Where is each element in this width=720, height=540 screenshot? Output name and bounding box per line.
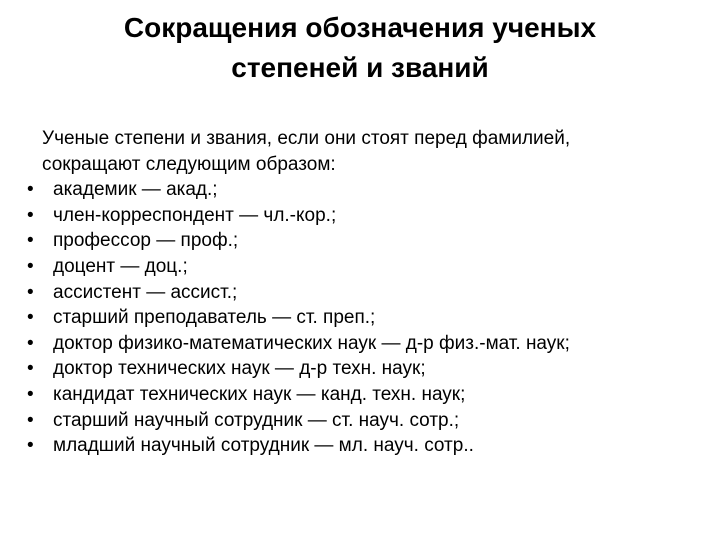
bullet-icon: • — [27, 435, 34, 457]
list-item — [22, 382, 717, 408]
list-item-text: член-корреспондент — чл.-кор.; — [53, 204, 337, 226]
list-item-text: доктор физико-математических наук — д-р физ.-мат. наук; — [53, 332, 570, 354]
list-item-text: старший научный сотрудник — ст. науч. сотр.; — [53, 409, 460, 431]
bullet-icon: • — [27, 281, 34, 303]
intro-paragraph — [22, 126, 717, 177]
bullet-icon: • — [27, 307, 34, 329]
bullet-icon: • — [27, 230, 34, 252]
intro-line-1: Ученые степени и звания, если они стоят перед фамилией, — [42, 128, 571, 149]
slide-title-line-2: степеней и званий — [231, 52, 489, 83]
bullet-icon: • — [27, 383, 34, 405]
list-item — [22, 254, 717, 280]
list-item-text: ассистент — ассист.; — [53, 281, 238, 303]
intro-line-2: сокращают следующим образом: — [42, 153, 336, 175]
list-item-text: кандидат технических наук — канд. техн. наук; — [53, 383, 466, 405]
slide-body — [22, 126, 717, 459]
list-item — [22, 408, 717, 434]
slide-title — [40, 8, 680, 88]
list-item-text: профессор — проф.; — [53, 230, 239, 252]
list-item — [22, 203, 717, 229]
list-item — [22, 280, 717, 306]
list-item-text: старший преподаватель — ст. преп.; — [53, 307, 376, 329]
abbreviation-list — [22, 177, 717, 459]
list-item — [22, 228, 717, 254]
list-item — [22, 356, 717, 382]
bullet-icon: • — [27, 332, 34, 354]
list-item-text: младший научный сотрудник — мл. науч. сотр.. — [53, 435, 474, 457]
bullet-icon: • — [27, 409, 34, 431]
bullet-icon: • — [27, 255, 34, 277]
list-item-text: академик — акад.; — [53, 179, 218, 201]
bullet-icon: • — [27, 204, 34, 226]
list-item — [22, 177, 717, 203]
list-item — [22, 331, 717, 357]
bullet-icon: • — [27, 358, 34, 380]
list-item — [22, 433, 717, 459]
list-item — [22, 305, 717, 331]
list-item-text: доктор технических наук — д-р техн. наук; — [53, 358, 426, 380]
slide-title-line-1: Сокращения обозначения ученых — [123, 12, 597, 43]
list-item-text: доцент — доц.; — [53, 255, 188, 277]
bullet-icon: • — [27, 179, 34, 201]
